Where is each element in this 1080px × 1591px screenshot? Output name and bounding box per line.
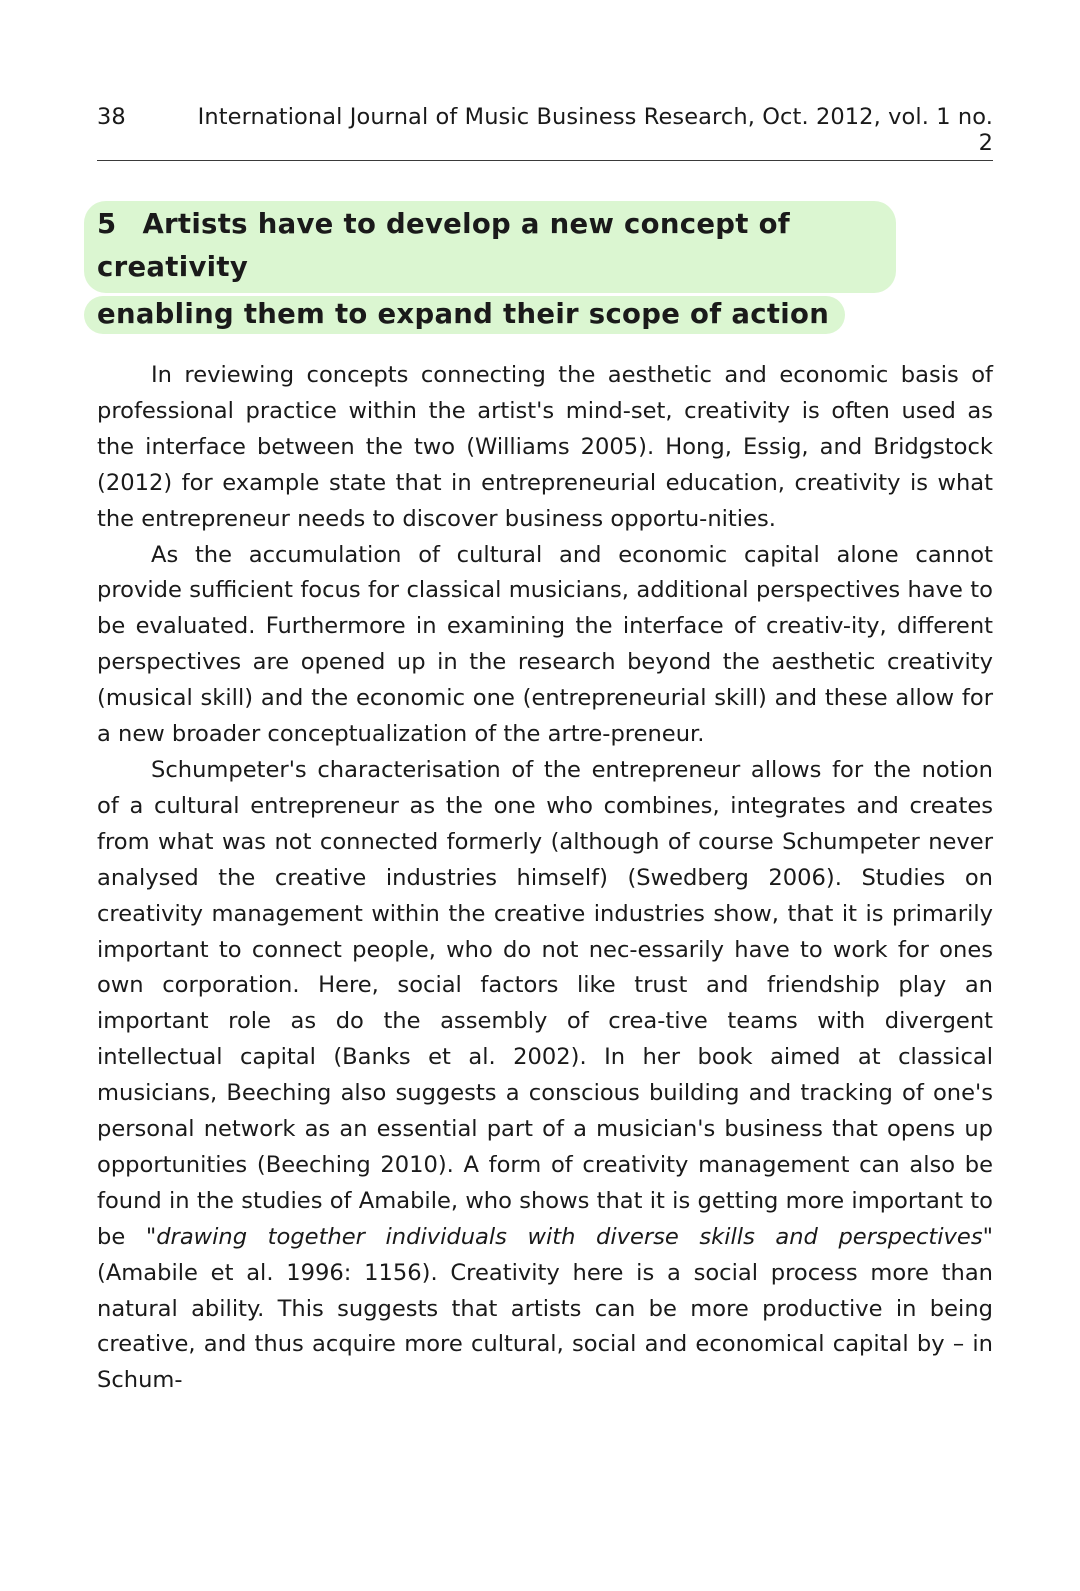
- paragraph-3-text-b: (Amabile et al. 1996: 1156). Creativity here is a social process more than natural ability. This suggests that artists can be more productive in being creative, and thus acquire more cultural, social and economical capital by – in Schum-: [97, 1259, 993, 1394]
- paragraph-2: As the accumulation of cultural and economic capital alone cannot provide sufficient focus for classical musicians, additional perspectives have to be evaluated. Furthermore in examining the interface of creativ-ity, different perspectives are opened up in the research beyond the aesthetic creativity (musical skill) and the economic one (entrepreneurial skill) and these allow for a new broader conceptualization of the artre-preneur.: [97, 541, 993, 748]
- running-header: [97, 104, 993, 161]
- section-title-line1: Artists have to develop a new concept of creativity: [97, 208, 791, 283]
- paragraph-3-text-a: Schumpeter's characterisation of the entrepreneur allows for the notion of a cultural entrepreneur as the one who combines, integrates and creates from what was not connected formerly (although of course Schumpeter never analysed the creative industries himself) (Swedberg 2006). Studies on creativity management within the creative industries show, that it is primarily important to connect people, who do not nec-essarily have to work for ones own corporation. Here, social factors like trust and friendship play an important role as do the assembly of crea-tive teams with divergent intellectual capital (Banks et al. 2002). In her book aimed at classical musicians, Beeching also suggests a conscious building and tracking of one's personal network as an essential part of a musician's business that opens up opportunities (Beeching 2010). A form of creativity management can also be found in the studies of Amabile, who shows that it is getting more important to be: [97, 756, 993, 1250]
- section-heading: [84, 201, 993, 336]
- paragraph-3: [97, 753, 993, 1399]
- amabile-quote: "drawing together individuals with diverse skills and perspectives": [145, 1223, 993, 1250]
- section-number: 5: [97, 208, 117, 240]
- page: [97, 104, 993, 1399]
- heading-highlight-line2: [84, 296, 845, 334]
- body-text: [97, 358, 993, 1399]
- paragraph-1: In reviewing concepts connecting the aesthetic and economic basis of professional practice within the artist's mind-set, creativity is often used as the interface between the two (Williams 2005). Hong, Essig, and Bridgstock (2012) for example state that in entrepreneurial education, creativity is what the entrepreneur needs to discover business opportu-nities.: [97, 362, 993, 532]
- heading-highlight-line1: [84, 201, 896, 293]
- section-title-line2: enabling them to expand their scope of action: [97, 298, 830, 330]
- page-number: 38: [97, 104, 126, 130]
- journal-citation: International Journal of Music Business Research, Oct. 2012, vol. 1 no. 2: [197, 104, 993, 156]
